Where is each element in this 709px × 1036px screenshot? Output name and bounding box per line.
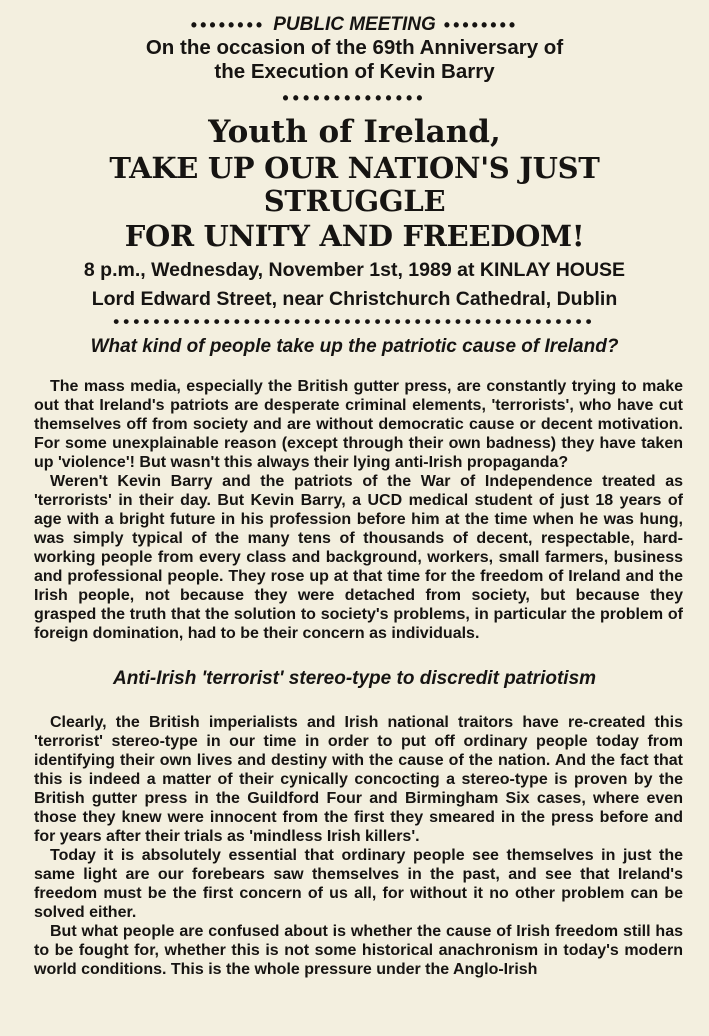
section-1-heading: What kind of people take up the patriotic cause of Ireland? bbox=[90, 336, 619, 357]
dot-divider-left: •••••••• bbox=[190, 15, 266, 35]
event-datetime-venue: 8 p.m., Wednesday, November 1st, 1989 at KINLAY HOUSE bbox=[83, 259, 626, 281]
section-1-paragraph-2: Weren't Kevin Barry and the patriots of the War of Independence treated as 'terrorists' in their day. But Kevin Barry, a UCD medical student of just 18 years of age with a bright future in his profession before him at the time when he was hung, was simply typical of the many tens of thousands of decent, respectable, hard-working people from every class and background, workers, small farmers, business and professional people. They rose up at that time for the freedom of Ireland and the Irish people, not because they were detached from society, but because they grasped the truth that the solution to society's problems, in particular the problem of foreign domination, had to be their concern as individuals. bbox=[34, 473, 683, 642]
section-1-body bbox=[22, 377, 687, 643]
youth-heading: Youth of Ireland, bbox=[208, 114, 501, 150]
section-2-heading: Anti-Irish 'terrorist' stereo-type to discredit patriotism bbox=[112, 668, 597, 689]
section-2-paragraph-1: Clearly, the British imperialists and Irish national traitors have re-created this 'terrorist' stereo-type in our time in order to put off ordinary people today from identifying their own lives and destiny with the cause of the nation. And the fact that this is indeed a matter of their cynically concocting a stereo-type is proven by the British gutter press in the Guildford Four and Birmingham Six cases, where even those they knew were innocent from the first they smeared in the press before and for years after their trials as 'mindless Irish killers'. bbox=[34, 714, 683, 845]
public-meeting-row bbox=[22, 14, 687, 36]
section-2-body bbox=[22, 713, 687, 979]
section-2-paragraph-2: Today it is absolutely essential that ordinary people see themselves in just the same light are our forebears saw themselves in the past, and see that Ireland's freedom must be the first concern of us all, for without it no other problem can be solved either. bbox=[34, 847, 683, 921]
slogan-line-1: TAKE UP OUR NATION'S JUST STRUGGLE bbox=[109, 151, 600, 218]
event-address: Lord Edward Street, near Christchurch Cathedral, Dublin bbox=[91, 288, 618, 310]
section-1-paragraph-1: The mass media, especially the British gutter press, are constantly trying to make out that Ireland's patriots are desperate criminal elements, 'terrorists', who have cut themselves off from society and are without democratic cause or decent motivation. For some unexplainable reason (except through their own badness) they have taken up 'violence'! But wasn't this always their lying anti-Irish propaganda? bbox=[34, 378, 683, 471]
public-meeting-label: PUBLIC MEETING bbox=[273, 14, 436, 35]
dot-divider-long: •••••••••••••••••••••••••••••••••••••••••••••••• bbox=[113, 315, 596, 329]
section-2-paragraph-3: But what people are confused about is whether the cause of Irish freedom still has to be fought for, whether this is not some historical anachronism in today's modern world conditions. This is the whole pressure under the Anglo-Irish bbox=[34, 923, 683, 978]
slogan-line-2: FOR UNITY AND FREEDOM! bbox=[124, 219, 585, 253]
occasion-line-2: the Execution of Kevin Barry bbox=[214, 60, 495, 83]
occasion-block bbox=[22, 36, 687, 359]
dot-divider-right: •••••••• bbox=[443, 15, 519, 35]
occasion-line-1: On the occasion of the 69th Anniversary of bbox=[145, 36, 564, 59]
dot-divider-middle: •••••••••••••• bbox=[282, 88, 427, 108]
